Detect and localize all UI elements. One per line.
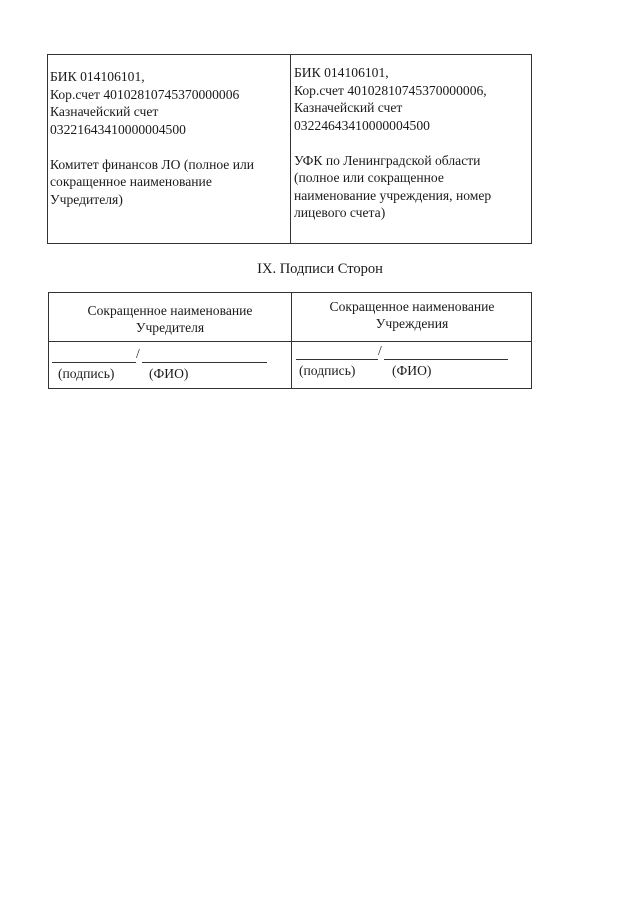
founder-signature-header: Сокращенное наименование Учредителя (87, 303, 253, 335)
founder-sign-caption: (подпись) (58, 366, 115, 381)
requisites-table (47, 54, 532, 244)
founder-name-line3: Учредителя) (50, 191, 123, 207)
requisites-column-divider (290, 55, 291, 243)
founder-bik: БИК 014106101, (50, 69, 145, 84)
founder-signature-line (52, 362, 136, 363)
institution-name-line1: УФК по Ленинградской области (294, 152, 481, 168)
founder-fio-line (142, 362, 267, 363)
institution-signature-header: Сокращенное наименование Учреждения (329, 299, 495, 331)
institution-treasury-label: Казначейский счет (294, 100, 403, 115)
founder-name-line1: Комитет финансов ЛО (полное или (50, 156, 255, 172)
founder-fio-caption: (ФИО) (149, 366, 189, 381)
signatures-row-divider (49, 341, 531, 342)
founder-treasury-account: 03221643410000004500 (50, 121, 186, 137)
institution-fio-caption: (ФИО) (392, 363, 432, 378)
institution-signature-slash: / (378, 343, 382, 358)
signatures-table (48, 292, 532, 389)
founder-requisites-cell (50, 68, 254, 208)
institution-name-line3: наименование учреждения, номер (294, 187, 492, 203)
institution-bik: БИК 014106101, (294, 65, 389, 80)
founder-treasury-label: Казначейский счет (50, 104, 159, 119)
institution-signature-line (296, 359, 378, 360)
founder-kor-account: Кор.счет 40102810745370000006 (50, 86, 240, 102)
founder-signature-slash: / (136, 346, 140, 361)
institution-kor-account: Кор.счет 40102810745370000006, (294, 82, 487, 98)
institution-fio-line (384, 359, 508, 360)
institution-requisites-cell (294, 64, 491, 222)
institution-sign-caption: (подпись) (299, 363, 356, 378)
section-title: IX. Подписи Сторон (257, 261, 383, 277)
founder-name-line2: сокращенное наименование (50, 174, 212, 189)
institution-name-line2: (полное или сокращенное (294, 170, 444, 185)
institution-name-line4: лицевого счета) (294, 205, 386, 220)
institution-treasury-account: 03224643410000004500 (294, 117, 430, 133)
